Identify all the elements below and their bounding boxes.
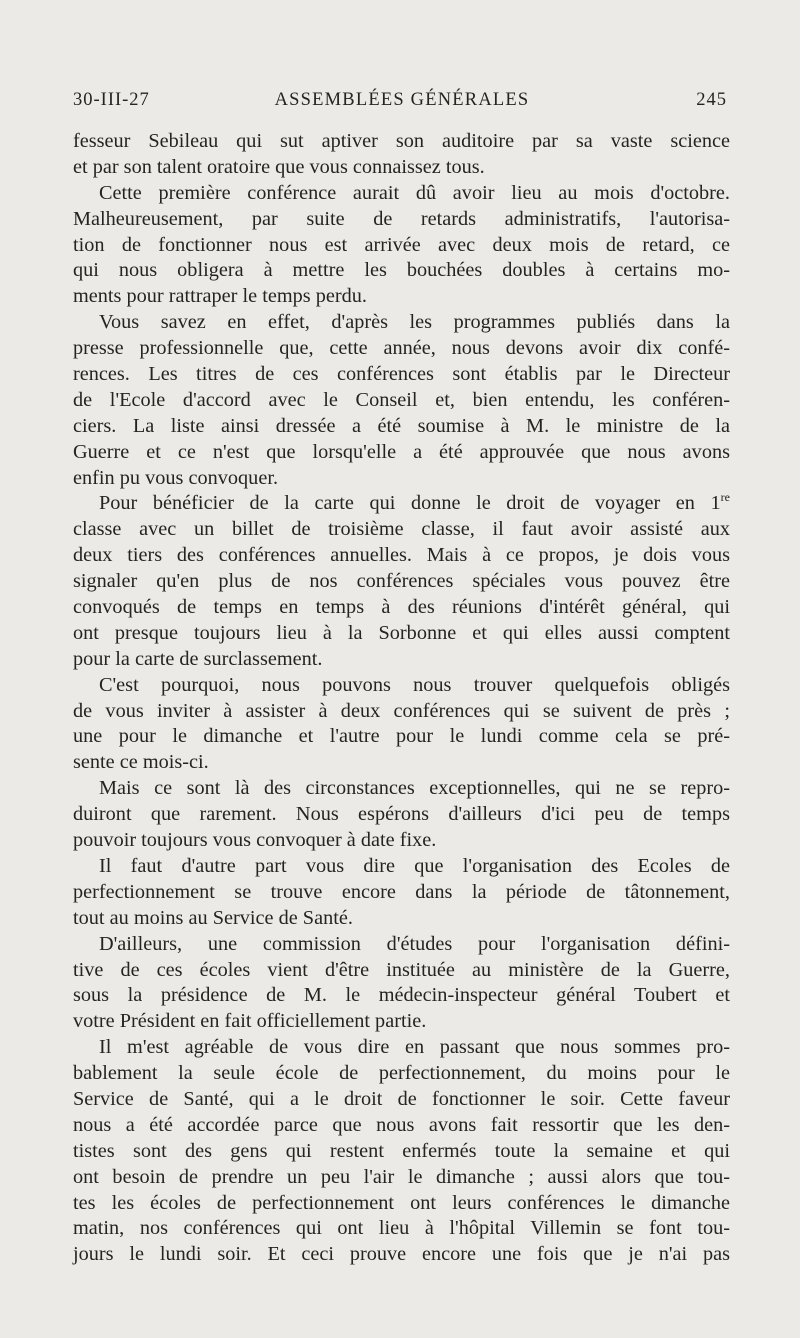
text-line (73, 854, 730, 880)
text-line (73, 129, 730, 155)
text-line (73, 181, 730, 207)
text-line-content: ments pour rattraper le temps perdu. (73, 285, 367, 308)
text-line (73, 1191, 730, 1217)
text-line-content: fesseur Sebileau qui sut aptiver son auditoire par sa vaste science (73, 130, 730, 152)
text-line (73, 466, 730, 492)
text-line (73, 336, 730, 362)
text-line-content: tout au moins au Service de Santé. (73, 906, 353, 929)
text-line (73, 258, 730, 284)
text-line-content: tistes sont des gens qui restent enfermés toute la semaine et qui (73, 1139, 730, 1162)
text-line (73, 1113, 730, 1139)
text-line-content: duiront que rarement. Nous espérons d'ailleurs d'ici peu de temps (73, 803, 730, 826)
text-line (73, 699, 730, 725)
text-line (73, 983, 730, 1009)
text-line-content: tion de fonctionner nous est arrivée avec deux mois de retard, ce (73, 233, 730, 256)
text-line-content: ciers. La liste ainsi dressée a été soumise à M. le ministre de la (73, 414, 730, 437)
text-line-content: nous a été accordée parce que nous avons fait ressortir que les den- (73, 1113, 730, 1136)
text-line-content: sente ce mois-ci. (73, 751, 209, 774)
text-line (73, 906, 730, 932)
text-line (73, 569, 730, 595)
text-line-content: jours le lundi soir. Et ceci prouve encore une fois que je n'ai pas (73, 1243, 730, 1266)
text-line (73, 828, 730, 854)
text-line-content: D'ailleurs, une commission d'études pour l'organisation défini- (99, 932, 730, 955)
text-line-content: ont presque toujours lieu à la Sorbonne et qui elles aussi comptent (73, 621, 730, 644)
text-line-content: convoqués de temps en temps à des réunions d'intérêt général, qui (73, 596, 730, 619)
text-line (73, 724, 730, 750)
text-line-content: Guerre et ce n'est que lorsqu'elle a été approuvée que nous avons (73, 440, 730, 463)
text-line-content: sous la présidence de M. le médecin-inspecteur général Toubert et (73, 984, 730, 1007)
text-line (73, 491, 730, 517)
text-line-content: votre Président en fait officiellement partie. (73, 1010, 427, 1033)
body-text (73, 129, 730, 1268)
text-line (73, 880, 730, 906)
text-line (73, 440, 730, 466)
text-line-content: rences. Les titres de ces conférences sont établis par le Directeur (73, 363, 730, 386)
header-title: ASSEMBLÉES GÉNÉRALES (274, 90, 530, 110)
text-line (73, 284, 730, 310)
text-line-content: Vous savez en effet, d'après les programmes publiés dans la (99, 311, 730, 334)
text-line (73, 621, 730, 647)
text-line-content: tive de ces écoles vient d'être instituée au ministère de la Guerre, (73, 958, 730, 981)
text-line-content: pouvoir toujours vous convoquer à date fixe. (73, 829, 437, 852)
text-line-content: C'est pourquoi, nous pouvons nous trouver quelquefois obligés (99, 673, 730, 696)
text-line-content: et par son talent oratoire que vous connaissez tous. (73, 155, 485, 178)
text-line-content: tes les écoles de perfectionnement ont leurs conférences le dimanche (73, 1191, 730, 1214)
text-line (73, 932, 730, 958)
header-date: 30-III-27 (73, 90, 150, 110)
text-line-content: matin, nos conférences qui ont lieu à l'hôpital Villemin se font tou- (73, 1217, 730, 1240)
text-line (73, 595, 730, 621)
text-line (73, 1165, 730, 1191)
text-line-content: Pour bénéficier de la carte qui donne le droit de voyager en 1 (99, 492, 721, 515)
text-line (73, 647, 730, 673)
running-header (73, 90, 731, 120)
text-line-content: pour la carte de surclassement. (73, 647, 323, 670)
text-line-content: de vous inviter à assister à deux conférences qui se suivent de près ; (73, 699, 730, 722)
text-line-content: Mais ce sont là des circonstances exceptionnelles, qui ne se repro- (99, 777, 730, 800)
text-line (73, 1035, 730, 1061)
text-line-content: enfin pu vous convoquer. (73, 466, 279, 489)
text-line (73, 1242, 730, 1268)
text-line (73, 776, 730, 802)
text-line-content: Service de Santé, qui a le droit de fonctionner le soir. Cette faveur (73, 1087, 730, 1110)
text-line-content: Malheureusement, par suite de retards administratifs, l'autorisa- (73, 207, 730, 230)
text-line (73, 543, 730, 569)
text-line-content: Cette première conférence aurait dû avoir lieu au mois d'octobre. (99, 181, 730, 204)
text-line-content: de l'Ecole d'accord avec le Conseil et, bien entendu, les conféren- (73, 388, 730, 411)
text-line-content: bablement la seule école de perfectionnement, du moins pour le (73, 1062, 730, 1085)
superscript: re (720, 490, 730, 505)
text-line (73, 1009, 730, 1035)
text-line (73, 155, 730, 181)
text-line (73, 1087, 730, 1113)
text-line (73, 1139, 730, 1165)
text-line (73, 388, 730, 414)
text-line (73, 958, 730, 984)
text-line (73, 673, 730, 699)
text-line (73, 517, 730, 543)
text-line-content: deux tiers des conférences annuelles. Mais à ce propos, je dois vous (73, 544, 730, 567)
text-line-content: presse professionnelle que, cette année, nous devons avoir dix confé- (73, 337, 730, 360)
text-line-content: Il faut d'autre part vous dire que l'organisation des Ecoles de (99, 854, 730, 877)
text-line (73, 1216, 730, 1242)
text-line-content: Il m'est agréable de vous dire en passant que nous sommes pro- (99, 1036, 730, 1059)
text-line-content: une pour le dimanche et l'autre pour le lundi comme cela se pré- (73, 725, 730, 748)
text-line (73, 802, 730, 828)
text-line-content: qui nous obligera à mettre les bouchées doubles à certains mo- (73, 259, 730, 282)
text-line (73, 310, 730, 336)
text-line (73, 207, 730, 233)
text-line (73, 362, 730, 388)
text-line-content: perfectionnement se trouve encore dans la période de tâtonnement, (73, 880, 730, 903)
text-line-content: classe avec un billet de troisième classe, il faut avoir assisté aux (73, 518, 730, 541)
text-line (73, 1061, 730, 1087)
page-number: 245 (696, 90, 727, 110)
text-line (73, 414, 730, 440)
text-line-content: ont besoin de prendre un peu l'air le dimanche ; aussi alors que tou- (73, 1165, 730, 1188)
text-line (73, 750, 730, 776)
text-line (73, 233, 730, 259)
text-line-content: signaler qu'en plus de nos conférences spéciales vous pouvez être (73, 570, 730, 593)
